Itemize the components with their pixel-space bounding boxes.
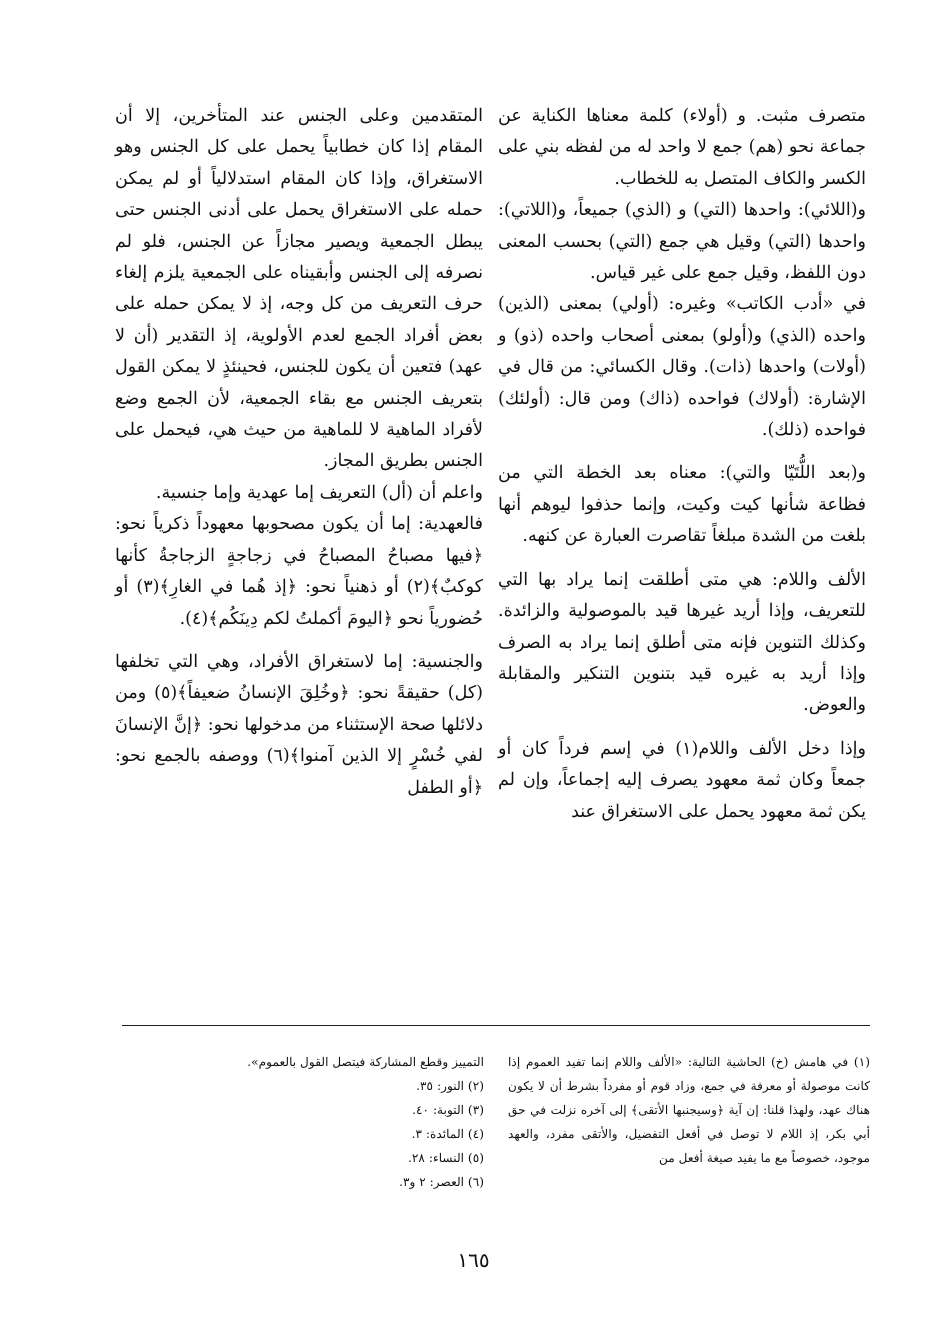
paragraph-al-tarif: واعلم أن (أل) التعريف إما عهدية وإما جنسية. [155, 482, 483, 503]
paragraph-alif-lam: الألف واللام: هي متى أطلقت إنما يراد بها التي للتعريف، وإذا أريد غيرها قيد بالموصولية والزائدة. وكذلك التنوين فإنه متى أطلق إنما يراد به الصرف وإذا أريد به غيره قيد بتنوين التنكير والمقابلة والعوض. [498, 569, 866, 716]
footnote-1: (١) في هامش (خ) الحاشية التالية: «الألف واللام إنما تفيد العموم إذا كانت موصولة أو معرفة في جمع، وزاد قوم أو مفرداً بشرط أن لا يكون هناك عهد، ولهذا قلنا: إن آية ﴿وسيجنبها الأتقى﴾ إلى آخره نزلت في حق أبي بكر، إذ اللام لا توصل في أفعل التفضيل، والأتقى مفرد، والعهد موجود، خصوصاً مع ما يفيد صيغة أفعل من [508, 1055, 870, 1165]
footnote-2: (٢) النور: ٣٥. [416, 1079, 484, 1093]
paragraph-ula: متصرف مثبت. و (أولاء) كلمة معناها الكناية عن جماعة نحو (هم) جمع لا واحد له من لفظه بني على الكسر والكاف المتصل به للخطاب. [498, 106, 866, 189]
paragraph-allutayya: و(بعد اللُّتَيّا والتي): معناه بعد الخطة التي من فظاعة شأنها كيت وكيت، وإنما حذفوا ليوهم أنها بلغت من الشدة مبلغاً تقاصرت العبارة عن كنهه. [498, 463, 866, 547]
footnote-3: (٣) التوبة: ٤٠. [412, 1103, 484, 1117]
right-text-column [498, 101, 866, 828]
paragraph-adab-al-katib: في «أدب الكاتب» وغيره: (أولي) بمعنى (الذين) واحده (الذي) و(أولو) بمعنى أصحاب واحده (ذو) و (أولات) واحدها (ذات). وقال الكسائي: من قال في الإشارة: (أولاك) فواحده (ذاك) ومن قال: (أولئك) فواحده (ذلك). [498, 294, 866, 441]
footnotes-left [222, 1050, 484, 1194]
paragraph-jinsiyya: والجنسية: إما لاستغراق الأفراد، وهي التي تخلفها (كل) حقيقةً نحو: ﴿وخُلِقَ الإنسانُ ضعيفاً﴾(٥) ومن دلائلها صحة الإستثناء من مدخولها نحو: ﴿إنَّ الإنسانَ لفي خُسْرٍ إلا الذين آمنوا﴾(٦) ووصفه بالجمع نحو: ﴿أو الطفل [115, 651, 483, 798]
footnote-5: (٥) النساء: ٢٨. [408, 1151, 484, 1165]
footnotes-right [508, 1050, 870, 1170]
paragraph-mutaqaddimin: المتقدمين وعلى الجنس عند المتأخرين، إلا أن المقام إذا كان خطابياً يحمل على كل الجنس وهو الاستغراق، وإذا كان المقام استدلالياً أو لم يمكن حمله على الاستغراق يحمل على أدنى الجنس حتى يبطل الجمعية ويصير مجازاً عن الجنس، فلو لم نصرفه إلى الجنس وأبقيناه على الجمعية يلزم إلغاء حرف التعريف من كل وجه، إذ لا يمكن حمله على بعض أفراد الجمع لعدم الأولوية، إذ التقدير (أن لا عهد) فتعين أن يكون للجنس، فحينئذٍ لا يمكن القول بتعريف الجنس مع بقاء الجمعية، لأن الجمع وضع لأفراد الماهية لا للماهية من حيث هي، فيحمل على الجنس بطريق المجاز. [115, 106, 483, 472]
paragraph-istighraq: وإذا دخل الألف واللام(١) في إسم فرداً كان أو جمعاً وكان ثمة معهود يصرف إليه إجماعاً، وإن لم يكن ثمة معهود يحمل على الاستغراق عند [498, 738, 866, 822]
footnote-4: (٤) المائدة: ٣. [411, 1127, 484, 1141]
footnote-6: (٦) العصر: ٢ و٣. [399, 1175, 484, 1189]
page-number: ١٦٥ [457, 1248, 490, 1272]
paragraph-allai: و(اللائي): واحدها (التي) و (الذي) جميعاً، و(اللاتي): واحدها (التي) وقيل هي جمع (التي) بحسب المعنى دون اللفظ، وقيل جمع على غير قياس. [498, 200, 866, 284]
left-text-column [115, 101, 483, 804]
footnote-divider [122, 1025, 870, 1026]
paragraph-ahdiyya: فالعهدية: إما أن يكون مصحوبها معهوداً ذكرياً نحو: ﴿فيها مصباحُ المصباحُ في زجاجةٍ الزجاجةُ كأنها كوكبٌ﴾(٢) أو ذهنياً نحو: ﴿إذ هُما في الغارِ﴾(٣) أو حُضورياً نحو ﴿اليومَ أكملتُ لكم دِينَكُم﴾(٤). [115, 514, 483, 629]
footnote-1-continued: التمييز وقطع المشاركة فيتصل القول بالعموم». [247, 1055, 484, 1069]
